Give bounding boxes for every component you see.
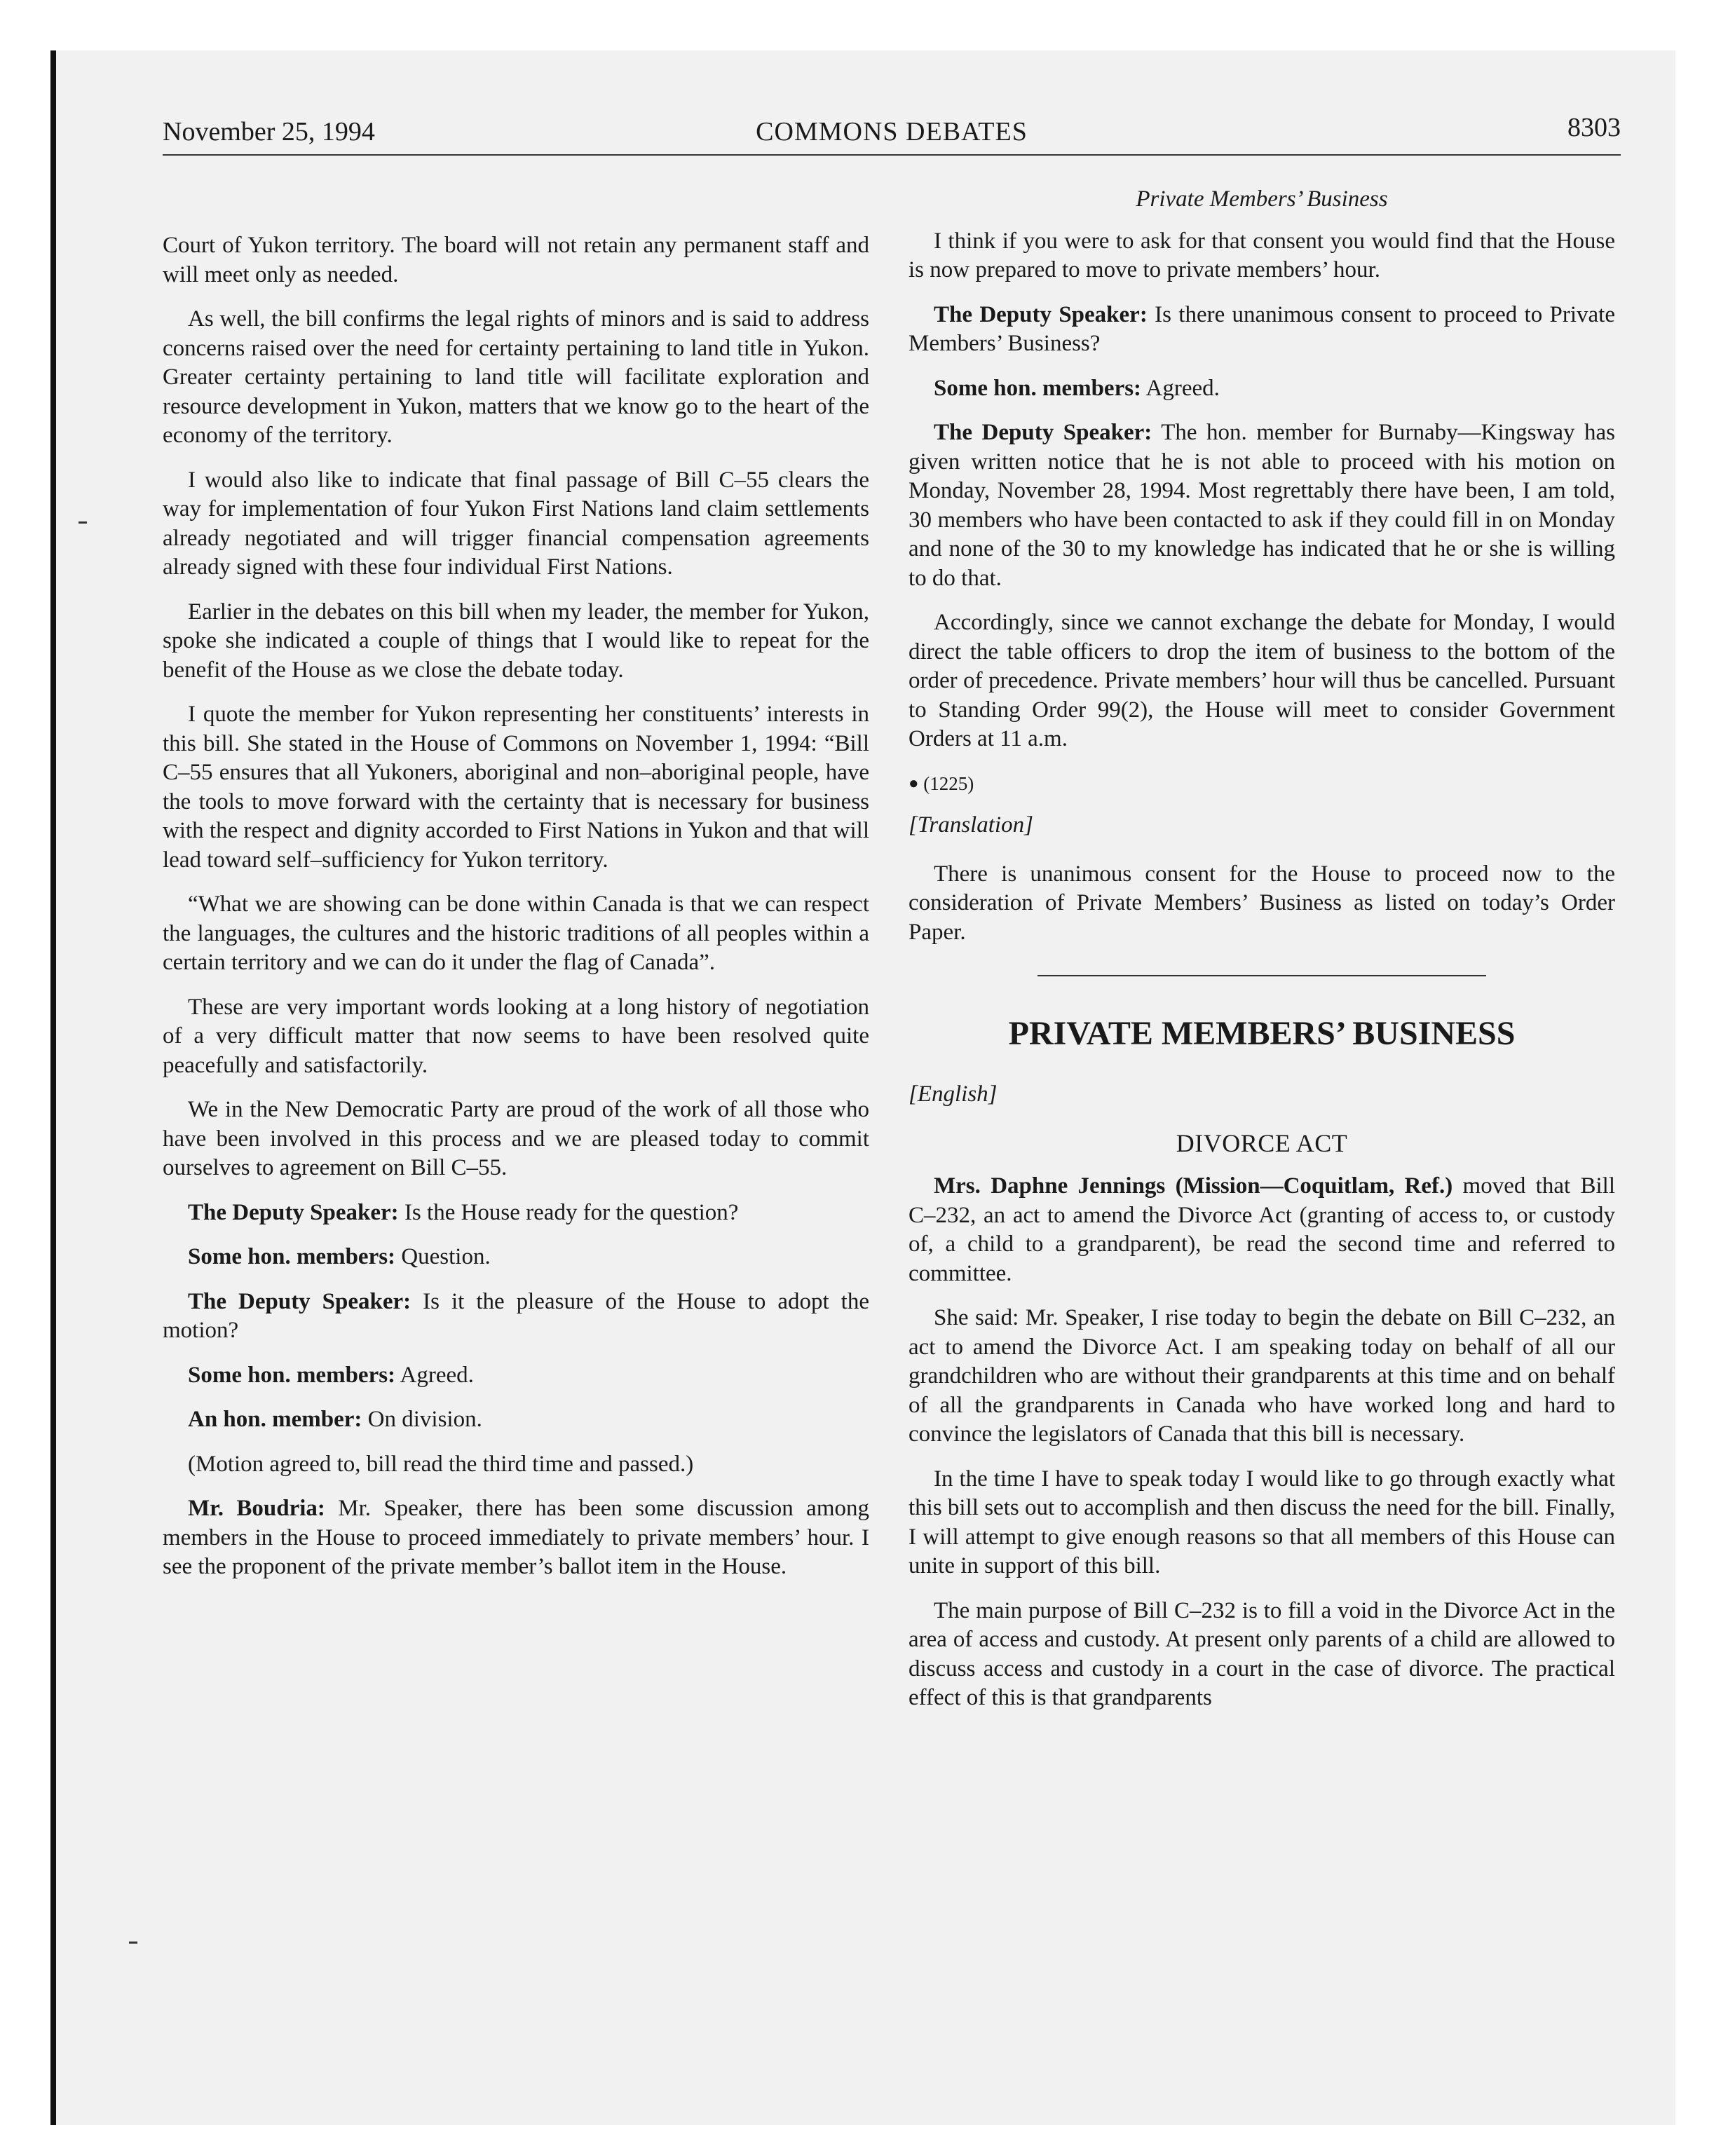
paragraph: I would also like to indicate that final passage of Bill C–55 clears the way for implementation of four Yukon First Nations land claim settlements already negotiated and will trigger financial compensation agreements already signed with these four individual First Nations. bbox=[163, 467, 869, 580]
speech-text: Mr. Speaker, there has been some discussion among members in the House to proceed immediately to private members’ hour. I see the proponent of the private member’s ballot item in the House. bbox=[163, 1496, 869, 1579]
english-label: [English] bbox=[909, 1082, 998, 1107]
speech-paragraph bbox=[909, 1172, 1615, 1288]
speech-paragraph bbox=[163, 1243, 869, 1272]
paragraph: I quote the member for Yukon representing her constituents’ interests in this bill. She stated in the House of Commons on November 1, 1994: “Bill C–55 ensures that all Yukoners, aboriginal and non–aboriginal people, have the tools to move forward with the certainty that is necessary for business with the respect and dignity accorded to First Nations in Yukon and that will lead toward self–sufficiency for Yukon territory. bbox=[163, 702, 869, 873]
speaker-name: The Deputy Speaker: bbox=[934, 301, 1148, 327]
running-head: Private Members’ Business bbox=[1136, 186, 1388, 212]
paragraph: There is unanimous consent for the House to proceed now to the consideration of Private Members’ Business as listed on today’s Order Paper. bbox=[909, 861, 1615, 945]
speech-paragraph bbox=[909, 374, 1615, 404]
paragraph: Accordingly, since we cannot exchange the debate for Monday, I would direct the table officers to drop the item of business to the bottom of the order of precedence. Private members’ hour will thus be cancelled. Pursuant to Standing Order 99(2), the House will meet to consider Government Orders at 11 a.m. bbox=[909, 610, 1615, 751]
speech-text: On division. bbox=[362, 1407, 482, 1432]
speech-text: Is the House ready for the question? bbox=[398, 1199, 739, 1225]
speech-text: Is there unanimous consent to proceed to Private Members’ Business? bbox=[909, 301, 1615, 356]
speaker-name: Mr. Boudria: bbox=[188, 1496, 325, 1521]
header-publication: COMMONS DEBATES bbox=[756, 117, 1028, 146]
section-heading: PRIVATE MEMBERS’ BUSINESS bbox=[1008, 1015, 1516, 1052]
speech-text: Agreed. bbox=[395, 1362, 474, 1388]
speech-text: Is it the pleasure of the House to adopt the motion? bbox=[163, 1288, 869, 1343]
header-page-number: 8303 bbox=[1567, 113, 1621, 142]
speech-text: Question. bbox=[395, 1244, 491, 1269]
speech-paragraph bbox=[163, 1405, 869, 1435]
speech-paragraph bbox=[163, 1288, 869, 1346]
scan-mark bbox=[129, 1942, 137, 1944]
speech-paragraph bbox=[909, 418, 1615, 593]
translation-label: [Translation] bbox=[909, 812, 1033, 838]
time-marker bbox=[909, 770, 1615, 799]
speech-paragraph bbox=[163, 1199, 869, 1228]
right-column bbox=[909, 175, 1615, 1728]
header-date: November 25, 1994 bbox=[163, 117, 375, 146]
speech-text: moved that Bill C–232, an act to amend the Divorce Act (granting of access to, or custody of, a child to a grandparent), be read the second time and referred to committee. bbox=[909, 1173, 1615, 1286]
paragraph: These are very important words looking at a long history of negotiation of a very difficult matter that now seems to have been resolved quite peacefully and satisfactorily. bbox=[163, 994, 869, 1078]
speaker-name: Some hon. members: bbox=[188, 1244, 396, 1269]
scan-mark bbox=[79, 521, 87, 524]
speaker-name: The Deputy Speaker: bbox=[934, 420, 1152, 445]
paragraph: She said: Mr. Speaker, I rise today to begin the debate on Bill C–232, an act to amend the Divorce Act. I am speaking today on behalf of all our grandchildren who are without their grandparents at this time and on behalf of all the grandparents in Canada who have worked long and hard to convince the legislators of Canada that this bill is necessary. bbox=[909, 1305, 1615, 1447]
speaker-name: Some hon. members: bbox=[188, 1362, 396, 1388]
left-column bbox=[163, 231, 869, 1597]
sub-heading: DIVORCE ACT bbox=[1176, 1128, 1348, 1157]
speaker-name: Mrs. Daphne Jennings (Mission—Coquitlam, Ref.) bbox=[934, 1173, 1453, 1199]
header-rule bbox=[163, 154, 1621, 156]
paragraph: We in the New Democratic Party are proud of the work of all those who have been involved in this process and we are pleased today to commit ourselves to agreement on Bill C–55. bbox=[163, 1097, 869, 1180]
paragraph: Court of Yukon territory. The board will not retain any permanent staff and will meet only as needed. bbox=[163, 233, 869, 287]
speech-text: The hon. member for Burnaby—Kingsway has given written notice that he is not able to proceed with his motion on Monday, November 28, 1994. Most regrettably there have been, I am told, 30 members who have been contacted to ask if they could fill in on Monday and none of the 30 to my knowledge has indicated that he or she is willing to do that. bbox=[909, 420, 1615, 591]
speaker-name: An hon. member: bbox=[188, 1407, 362, 1432]
paragraph: I think if you were to ask for that consent you would find that the House is now prepared to move to private members’ hour. bbox=[909, 228, 1615, 282]
speech-text: Agreed. bbox=[1141, 375, 1220, 401]
speech-paragraph bbox=[163, 1361, 869, 1391]
paragraph: The main purpose of Bill C–232 is to fill a void in the Divorce Act in the area of access and custody. At present only parents of a child are allowed to discuss access and custody in a court in the case of divorce. The practical effect of this is that grandparents bbox=[909, 1597, 1615, 1710]
speaker-name: The Deputy Speaker: bbox=[188, 1288, 411, 1314]
scan-edge bbox=[50, 50, 56, 2125]
time-stamp: (1225) bbox=[923, 772, 974, 794]
paragraph: “What we are showing can be done within Canada is that we can respect the languages, the cultures and the historic traditions of all peoples within a certain territory and we can do it under the flag of Canada”. bbox=[163, 892, 869, 975]
speech-paragraph bbox=[909, 301, 1615, 359]
paragraph: (Motion agreed to, bill read the third time and passed.) bbox=[188, 1451, 694, 1477]
paragraph: As well, the bill confirms the legal rights of minors and is said to address concerns raised over the need for certainty pertaining to land title in Yukon. Greater certainty pertaining to land title will facilitate exploration and resource development in Yukon, matters that we know go to the heart of the economy of the territory. bbox=[163, 306, 869, 448]
bullet-icon: ● bbox=[909, 774, 919, 793]
speaker-name: Some hon. members: bbox=[934, 375, 1142, 401]
paragraph: Earlier in the debates on this bill when my leader, the member for Yukon, spoke she indicated a couple of things that I would like to repeat for the benefit of the House as we close the debate today. bbox=[163, 599, 869, 683]
page-header bbox=[163, 112, 1621, 154]
section-rule bbox=[1037, 975, 1486, 976]
speech-paragraph bbox=[163, 1494, 869, 1582]
paragraph: In the time I have to speak today I would like to go through exactly what this bill sets out to accomplish and then discuss the need for the bill. Finally, I will attempt to give enough reasons so that all members of this House can unite in support of this bill. bbox=[909, 1466, 1615, 1578]
speaker-name: The Deputy Speaker: bbox=[188, 1199, 399, 1225]
